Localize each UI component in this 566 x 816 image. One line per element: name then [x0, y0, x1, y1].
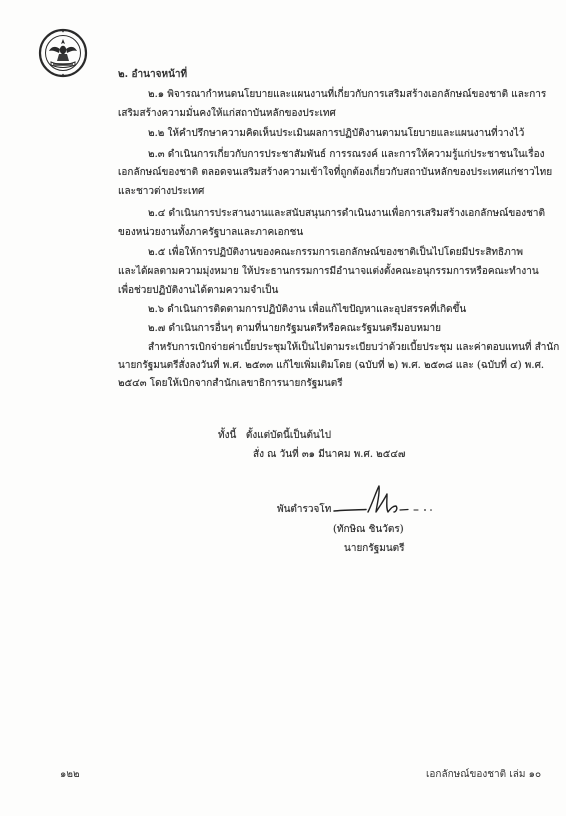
- duty-2-4-line-1: ๒.๔ ดำเนินการประสานงานและสนับสนุนการดำเนินงานเพื่อการเสริมสร้างเอกลักษณ์ของชาติ: [148, 208, 545, 219]
- duty-2-3-line-1: ๒.๓ ดำเนินการเกี่ยวกับการประชาสัมพันธ์ การรณรงค์ และการให้ความรู้แก่ประชาชนในเรื่อง: [148, 149, 545, 160]
- duty-2-3-line-2: เอกลักษณ์ของชาติ ตลอดจนเสริมสร้างความเข้าใจที่ถูกต้องเกี่ยวกับสถาบันหลักของประเทศแก่ชาวไทย: [118, 167, 553, 178]
- signer-title: นายกรัฐมนตรี: [344, 543, 405, 554]
- expense-paragraph-line-1: สำหรับการเบิกจ่ายค่าเบี้ยประชุมให้เป็นไปตามระเบียบว่าด้วยเบี้ยประชุม และค่าตอบแทนที่ สำนัก: [148, 342, 560, 353]
- duty-2-1-line-2: เสริมสร้างความมั่นคงให้แก่สถาบันหลักของประเทศ: [118, 108, 336, 119]
- duty-2-4-line-2: ของหน่วยงานทั้งภาครัฐบาลและภาคเอกชน: [118, 227, 304, 238]
- closing-statement: ทั้งนี้ ตั้งแต่บัดนี้เป็นต้นไป: [218, 430, 332, 441]
- duty-2-3-line-3: และชาวต่างประเทศ: [118, 186, 205, 197]
- government-seal-icon: [38, 28, 88, 78]
- publication-footer: เอกลักษณ์ของชาติ เล่ม ๑๐: [426, 769, 542, 780]
- duty-2-5-line-3: เพื่อช่วยปฏิบัติงานได้ตามความจำเป็น: [118, 285, 279, 296]
- signer-rank: พันตำรวจโท: [277, 504, 332, 515]
- signer-name: (ทักษิณ ชินวัตร): [333, 524, 404, 535]
- duty-2-1-line-1: ๒.๑ พิจารณากำหนดนโยบายและแผนงานที่เกี่ยวกับการเสริมสร้างเอกลักษณ์ของชาติ และการ: [148, 89, 547, 100]
- handwritten-signature: [330, 482, 445, 520]
- expense-paragraph-line-3: ๒๕๔๓ โดยให้เบิกจากสำนักเลขาธิการนายกรัฐมนตรี: [118, 378, 343, 389]
- page-number: ๑๒๒: [60, 769, 80, 780]
- duty-2-5-line-1: ๒.๕ เพื่อให้การปฏิบัติงานของคณะกรรมการเอกลักษณ์ของชาติเป็นไปโดยมีประสิทธิภาพ: [148, 247, 523, 258]
- order-date: สั่ง ณ วันที่ ๓๑ มีนาคม พ.ศ. ๒๕๔๗: [253, 449, 406, 460]
- duty-2-7-line-1: ๒.๗ ดำเนินการอื่นๆ ตามที่นายกรัฐมนตรีหรือคณะรัฐมนตรีมอบหมาย: [148, 323, 442, 334]
- expense-paragraph-line-2: นายกรัฐมนตรีสั่งลงวันที่ พ.ศ. ๒๕๓๓ แก้ไขเพิ่มเติมโดย (ฉบับที่ ๒) พ.ศ. ๒๕๓๘ และ (ฉบับที่ ๔) พ.ศ.: [118, 360, 545, 371]
- section-heading: ๒. อำนาจหน้าที่: [118, 69, 188, 80]
- duty-2-5-line-2: และได้ผลตามความมุ่งหมาย ให้ประธานกรรมการมีอำนาจแต่งตั้งคณะอนุกรรมการหรือคณะทำงาน: [118, 266, 539, 277]
- duty-2-2-line-1: ๒.๒ ให้คำปรึกษาความคิดเห็นประเมินผลการปฏิบัติงานตามนโยบายและแผนงานที่วางไว้: [148, 128, 525, 139]
- duty-2-6-line-1: ๒.๖ ดำเนินการติดตามการปฏิบัติงาน เพื่อแก้ไขปัญหาและอุปสรรคที่เกิดขึ้น: [148, 304, 467, 315]
